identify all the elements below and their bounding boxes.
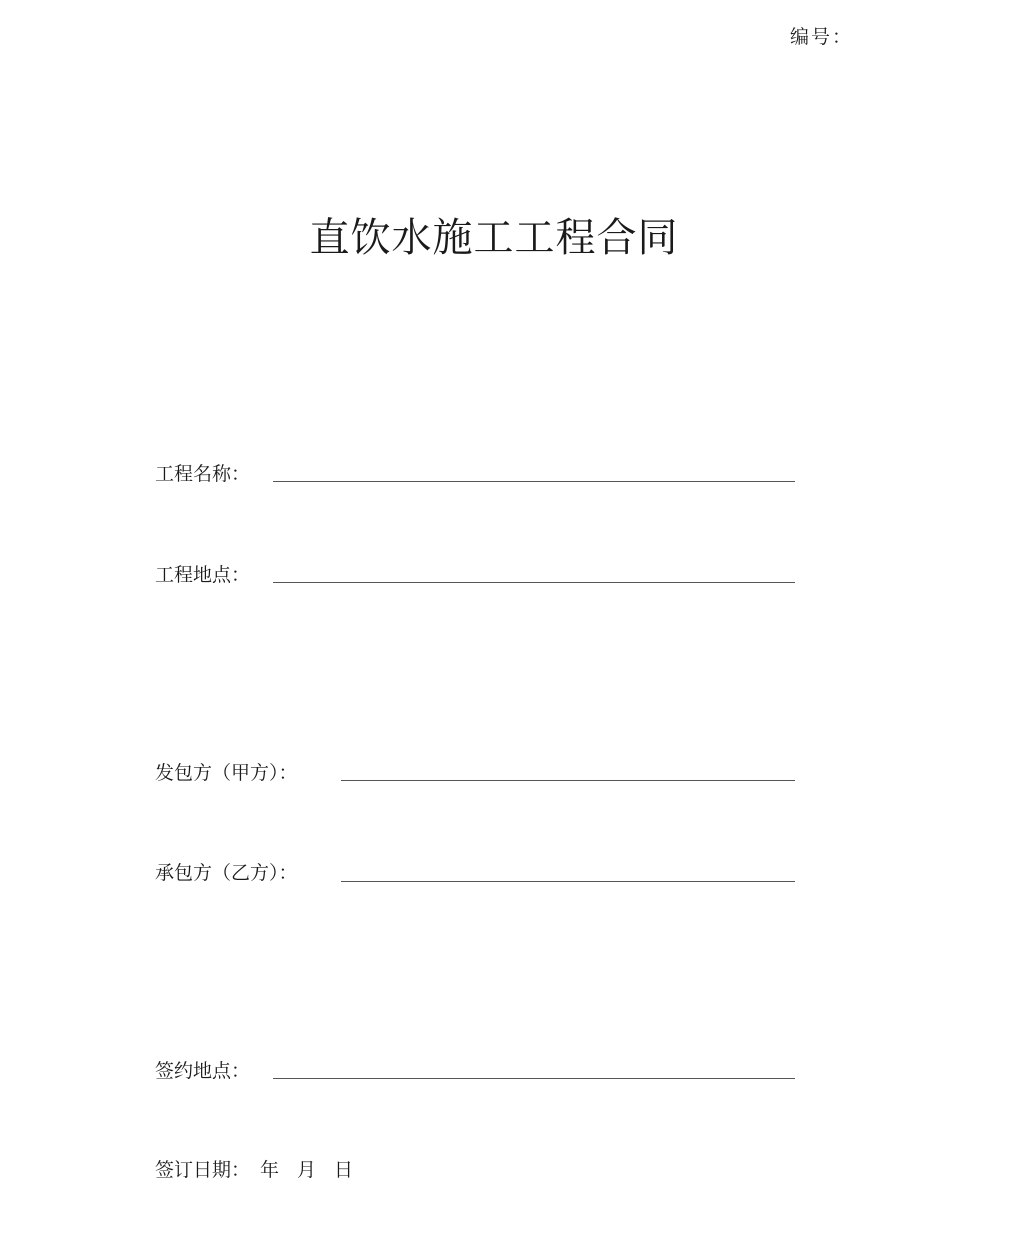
project-location-field [155,559,250,587]
signing-place-blank-line[interactable] [273,1078,795,1079]
party-a-field [155,757,298,785]
signing-date-row [155,1158,353,1182]
project-location-blank-line[interactable] [273,582,795,583]
document-number-label: 编号： [790,26,854,48]
party-a-blank-line[interactable] [341,780,795,781]
date-day-unit: 日 [334,1159,354,1181]
signing-date-label: 签订日期： [155,1159,251,1181]
date-month-unit: 月 [297,1159,317,1181]
project-name-blank-line[interactable] [273,481,795,482]
party-a-label: 发包方（甲方）： [155,762,298,784]
date-year-unit: 年 [260,1159,280,1181]
party-b-label: 承包方（乙方）： [155,862,298,884]
project-name-label: 工程名称： [155,463,251,485]
project-name-field [155,458,250,486]
contract-title: 直饮水施工工程合同 [309,215,679,261]
project-location-label: 工程地点： [155,564,251,586]
party-b-field [155,857,298,885]
party-b-blank-line[interactable] [341,881,795,882]
signing-place-field [155,1055,250,1083]
signing-place-label: 签约地点： [155,1060,251,1082]
